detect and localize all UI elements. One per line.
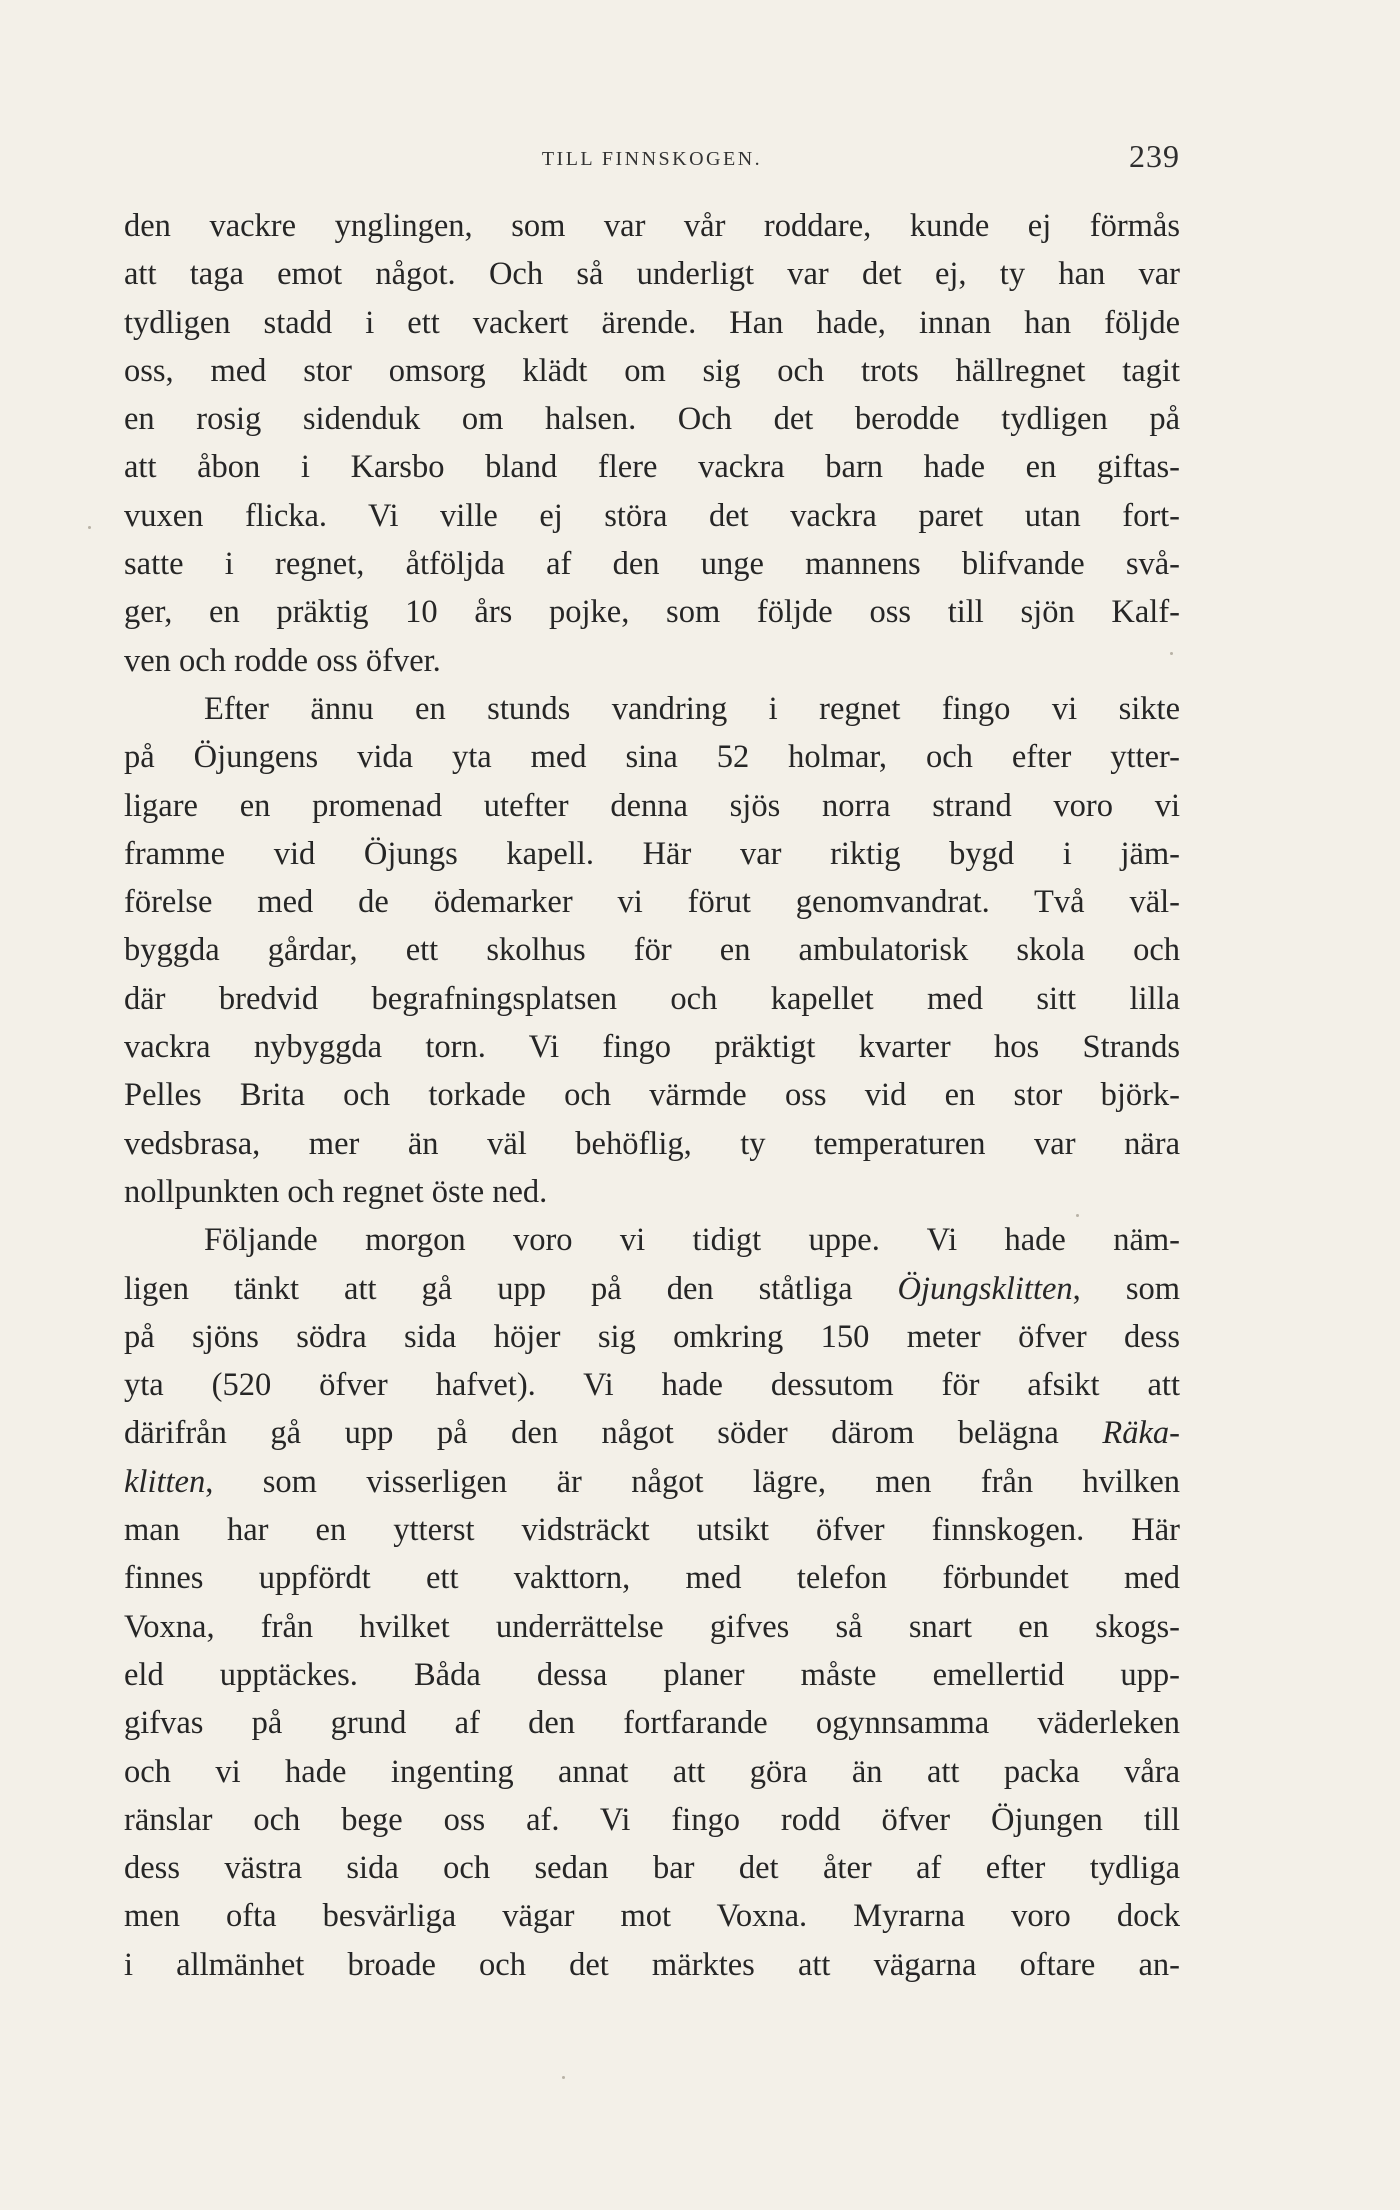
paper-speck xyxy=(88,526,91,529)
text-line: yta (520 öfver hafvet). Vi hade dessutom för afsikt att xyxy=(124,1367,1180,1404)
text-line: där bredvid begrafningsplatsen och kapellet med sitt lilla xyxy=(124,980,1180,1017)
paper-speck xyxy=(562,2076,565,2079)
text-line: ligare en promenad utefter denna sjös norra strand voro vi xyxy=(124,787,1180,824)
text-line: vuxen flicka. Vi ville ej störa det vackra paret utan fort- xyxy=(124,497,1180,534)
text-line: Efter ännu en stunds vandring i regnet fingo vi sikte xyxy=(204,690,1180,727)
text-segment: , som xyxy=(1072,1270,1180,1307)
text-line: ven och rodde oss öfver. xyxy=(124,642,441,679)
italic-place-name: Öjungsklitten xyxy=(897,1270,1073,1307)
text-line: gifvas på grund af den fortfarande ogynnsamma väderleken xyxy=(124,1705,1180,1742)
text-line: att taga emot något. Och så underligt var det ej, ty han var xyxy=(124,256,1180,293)
text-line: på sjöns södra sida höjer sig omkring 150 meter öfver dess xyxy=(124,1318,1180,1355)
text-line: och vi hade ingenting annat att göra än att packa våra xyxy=(124,1753,1180,1790)
text-line: men ofta besvärliga vägar mot Voxna. Myrarna voro dock xyxy=(124,1898,1180,1935)
text-line: den vackre ynglingen, som var vår roddare, kunde ej förmås xyxy=(124,208,1180,244)
italic-place-name: klitten xyxy=(124,1463,206,1500)
text-line: på Öjungens vida yta med sina 52 holmar, och efter ytter- xyxy=(124,739,1180,776)
text-line: Pelles Brita och torkade och värmde oss vid en stor björk- xyxy=(124,1077,1180,1114)
text-line: oss, med stor omsorg klädt om sig och trots hällregnet tagit xyxy=(124,352,1180,389)
italic-place-name: Räka- xyxy=(1102,1415,1180,1452)
text-segment: ligen tänkt att gå upp på den ståtliga xyxy=(124,1270,898,1307)
paper-speck xyxy=(1170,652,1173,655)
running-title: TILL FINNSKOGEN. xyxy=(541,148,763,170)
text-line: man har en ytterst vidsträckt utsikt öfver finnskogen. Här xyxy=(124,1512,1180,1549)
text-line: ränslar och bege oss af. Vi fingo rodd öfver Öjungen till xyxy=(124,1801,1180,1838)
text-line: finnes uppfördt ett vakttorn, med telefon förbundet med xyxy=(124,1560,1180,1597)
text-line: vedsbrasa, mer än väl behöflig, ty temperaturen var nära xyxy=(124,1125,1180,1162)
text-line: att åbon i Karsbo bland flere vackra barn hade en giftas- xyxy=(124,449,1180,486)
text-segment: därifrån gå upp på den något söder därom belägna xyxy=(124,1415,1103,1452)
page-header xyxy=(124,138,1180,188)
text-line: förelse med de ödemarker vi förut genomvandrat. Två väl- xyxy=(124,884,1180,921)
text-segment: , som visserligen är något lägre, men från hvilken xyxy=(205,1463,1180,1500)
text-line: eld upptäckes. Båda dessa planer måste emellertid upp- xyxy=(124,1656,1180,1693)
body-text xyxy=(124,202,1180,1989)
text-line xyxy=(124,1409,1180,1457)
text-line: en rosig sidenduk om halsen. Och det berodde tydligen på xyxy=(124,401,1180,438)
text-line: i allmänhet broade och det märktes att vägarna oftare an- xyxy=(124,1946,1180,1983)
text-line: satte i regnet, åtföljda af den unge mannens blifvande svå- xyxy=(124,546,1180,583)
text-line: vackra nybyggda torn. Vi fingo präktigt kvarter hos Strands xyxy=(124,1029,1180,1066)
text-line: byggda gårdar, ett skolhus för en ambulatorisk skola och xyxy=(124,932,1180,969)
text-line: Följande morgon voro vi tidigt uppe. Vi hade näm- xyxy=(204,1222,1180,1259)
page-number: 239 xyxy=(1129,138,1180,174)
text-line: ger, en präktig 10 års pojke, som följde oss till sjön Kalf- xyxy=(124,594,1180,631)
text-line: tydligen stadd i ett vackert ärende. Han hade, innan han följde xyxy=(124,304,1180,341)
text-line: dess västra sida och sedan bar det åter af efter tydliga xyxy=(124,1850,1180,1887)
paper-speck xyxy=(1076,1214,1079,1217)
text-line: Voxna, från hvilket underrättelse gifves så snart en skogs- xyxy=(124,1608,1180,1645)
text-line xyxy=(124,1265,1180,1313)
text-line xyxy=(124,1458,1180,1506)
text-line: framme vid Öjungs kapell. Här var riktig bygd i jäm- xyxy=(124,835,1180,872)
text-line: nollpunkten och regnet öste ned. xyxy=(124,1173,548,1210)
